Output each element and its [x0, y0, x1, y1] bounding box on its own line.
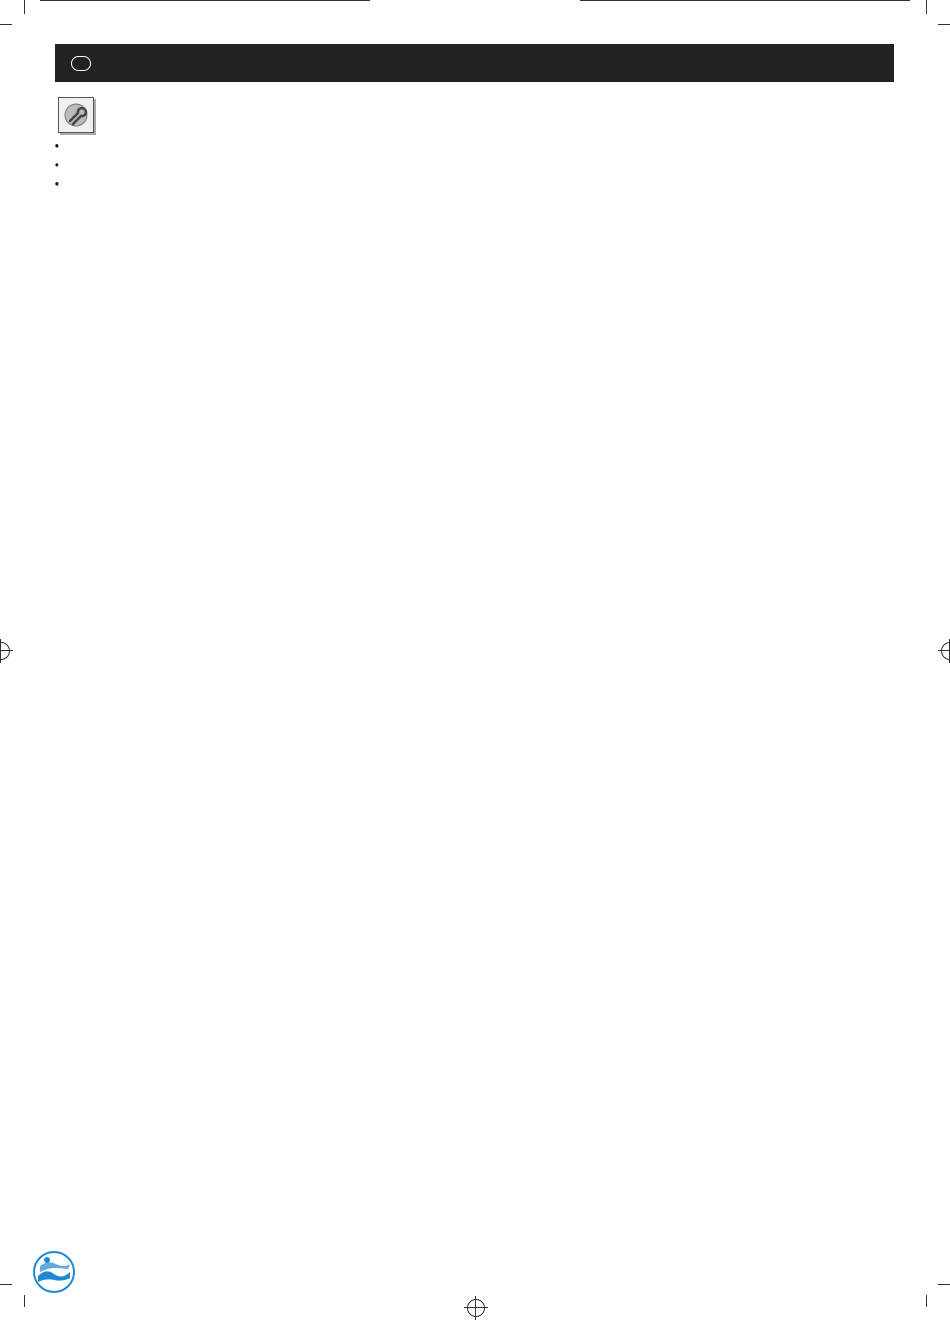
registration-mark-icon — [941, 642, 950, 660]
crop-line — [938, 24, 950, 25]
bsvillage-logo-icon — [32, 1250, 222, 1294]
crop-line — [24, 0, 25, 14]
crop-line — [580, 0, 910, 1]
registration-mark-icon — [467, 1299, 485, 1317]
crop-line — [0, 1284, 12, 1285]
crop-line — [926, 1295, 927, 1307]
crop-line — [938, 1284, 950, 1285]
installation-icon — [58, 97, 94, 133]
crop-line — [40, 0, 370, 1]
registration-mark-icon — [0, 642, 10, 660]
crop-line — [24, 1295, 25, 1307]
title-bar — [55, 44, 894, 82]
instructions-body — [55, 137, 905, 220]
crop-line — [926, 0, 927, 14]
crop-line — [0, 24, 12, 25]
language-badge — [71, 56, 91, 71]
